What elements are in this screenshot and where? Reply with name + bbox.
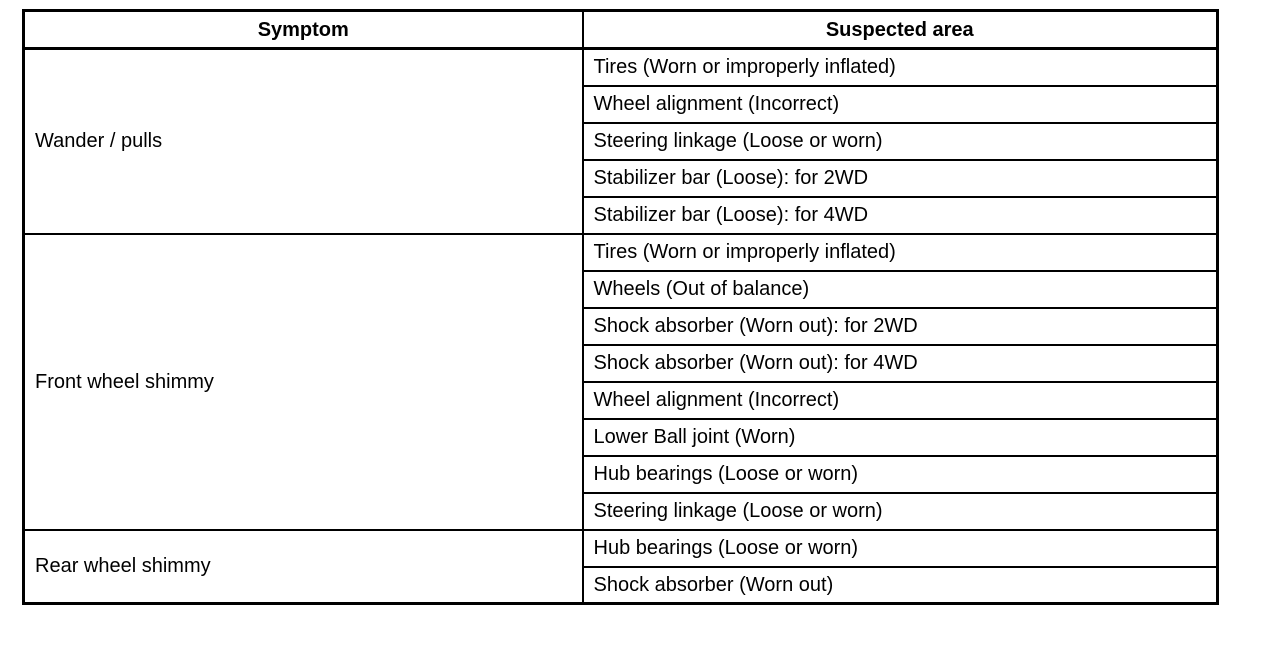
diagnosis-table — [22, 9, 1219, 605]
suspected-area-cell: Hub bearings (Loose or worn) — [583, 530, 1218, 567]
suspected-area-cell: Steering linkage (Loose or worn) — [583, 493, 1218, 530]
header-symptom: Symptom — [24, 11, 583, 49]
table-header-row — [24, 11, 1218, 49]
suspected-area-cell: Shock absorber (Worn out): for 2WD — [583, 308, 1218, 345]
suspected-area-cell: Steering linkage (Loose or worn) — [583, 123, 1218, 160]
table-row — [24, 530, 1218, 567]
symptom-cell: Front wheel shimmy — [24, 234, 583, 530]
suspected-area-cell: Shock absorber (Worn out): for 4WD — [583, 345, 1218, 382]
suspected-area-cell: Wheels (Out of balance) — [583, 271, 1218, 308]
suspected-area-cell: Stabilizer bar (Loose): for 2WD — [583, 160, 1218, 197]
symptom-cell: Wander / pulls — [24, 49, 583, 234]
suspected-area-cell: Tires (Worn or improperly inflated) — [583, 49, 1218, 86]
table-row — [24, 49, 1218, 86]
symptom-cell: Rear wheel shimmy — [24, 530, 583, 604]
suspected-area-cell: Wheel alignment (Incorrect) — [583, 382, 1218, 419]
suspected-area-cell: Hub bearings (Loose or worn) — [583, 456, 1218, 493]
suspected-area-cell: Lower Ball joint (Worn) — [583, 419, 1218, 456]
header-suspected-area: Suspected area — [583, 11, 1218, 49]
suspected-area-cell: Tires (Worn or improperly inflated) — [583, 234, 1218, 271]
suspected-area-cell: Shock absorber (Worn out) — [583, 567, 1218, 604]
suspected-area-cell: Stabilizer bar (Loose): for 4WD — [583, 197, 1218, 234]
table-row — [24, 234, 1218, 271]
suspected-area-cell: Wheel alignment (Incorrect) — [583, 86, 1218, 123]
